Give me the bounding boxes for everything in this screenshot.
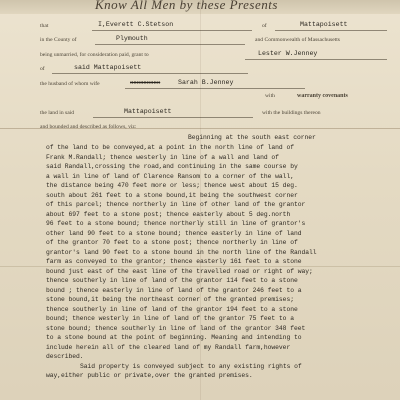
description-line: thence southerly in line of land of the grantor 114 feet to a stone <box>46 277 298 284</box>
description-line: south about 261 feet to a stone bound,it being the southwest corner <box>46 191 298 199</box>
grantee-name: Lester W.Jenney <box>258 50 318 57</box>
description-line: to a stone bound at the point of beginning. Meaning and intending to <box>46 334 302 341</box>
deed-title: Know All Men by these Presents <box>95 0 278 12</box>
covenants-label: warranty covenants <box>297 93 348 99</box>
wife-name: Sarah B.Jenney <box>178 79 234 86</box>
that-label: that <box>40 23 49 29</box>
description-line: described. <box>46 353 84 360</box>
description-line: about 697 feet to a stone post; thence easterly about 5 deg.north <box>46 210 291 218</box>
blank-line <box>125 88 305 89</box>
blank-line <box>245 59 387 60</box>
land-label: the land in said <box>40 110 75 116</box>
struck-text: xxxxxxxxx <box>130 79 161 86</box>
blank-line <box>93 117 253 118</box>
county-name: Plymouth <box>116 35 148 42</box>
grantee-town: said Mattapoisett <box>74 64 142 71</box>
buildings-label: with the buildings thereon <box>262 110 321 116</box>
blank-line <box>52 73 248 74</box>
description-line: thence southerly in line of land of the grantor 194 feet to a stone <box>46 305 298 313</box>
consideration-text: being unmarried, for consideration paid, grant to <box>40 52 149 58</box>
description-line: 96 feet to a stone bound; thence northerly still in line of grantor's <box>46 220 306 227</box>
description-line: bound just east of the east line of the travelled road or right of way; <box>46 267 313 275</box>
blank-line <box>92 30 252 31</box>
description-line: way,either public or private,over the granted premises. <box>46 372 253 379</box>
description-line: of this parcel; thence northerly in line of other land of the grantor <box>46 201 306 208</box>
description-line: bound; thence westerly in line of land of the grantor 75 feet to a <box>46 315 294 322</box>
wife-label: the husband of whom wife <box>40 81 100 87</box>
description-line: stone bound; thence southerly in line of land of the grantor 348 feet <box>46 324 306 332</box>
with-label: with <box>265 93 275 99</box>
bounded-label: and bounded and described as follows, viz: <box>40 124 137 130</box>
county-label: in the County of <box>40 37 77 43</box>
description-line: bound ; thence easterly in line of land of the grantor 246 feet to a <box>46 286 302 294</box>
description-line: a wall in line of land of Clarence Ransom to a corner of the wall, <box>46 172 294 180</box>
grantor-name: I,Everett C.Stetson <box>98 21 174 28</box>
description-line: farm as conveyed to the grantor; thence easterly 161 feet to a stone <box>46 258 302 265</box>
description-line: of the grantor 70 feet to a stone post; thence northerly in line of <box>46 239 298 246</box>
description-line: the distance being 470 feet more or less; thence west about 15 deg. <box>46 182 298 189</box>
description-line: grantor's land 90 feet to a stone bound in the north line of the Randall <box>46 248 317 256</box>
of-label: of <box>262 23 267 29</box>
blank-line <box>275 30 387 31</box>
blank-line <box>95 44 245 45</box>
description-line: Said property is conveyed subject to any existing rights of <box>80 362 302 370</box>
description-line: stone bound,it being the northeast corner of the granted premises; <box>46 296 294 303</box>
description-line: Beginning at the south east corner <box>188 134 316 141</box>
description-line: said Randall,crossing the road,and continuing in the same course by <box>46 163 298 170</box>
grantor-town: Mattapoisett <box>300 21 348 28</box>
description-line: Frank M.Randall; thence westerly in line of a wall and land of <box>46 153 279 161</box>
description-line: of the land to be conveyed,at a point in the north line of land of <box>46 144 294 151</box>
description-line: other land 90 feet to a stone bound; thence easterly in line of land <box>46 229 302 237</box>
description-line: include herein all of the cleared land of my Randall farm,however <box>46 343 291 351</box>
commonwealth-label: and Commonwealth of Massachusetts <box>255 37 340 43</box>
land-town: Mattapoisett <box>124 108 172 115</box>
of-label: of <box>40 66 45 72</box>
